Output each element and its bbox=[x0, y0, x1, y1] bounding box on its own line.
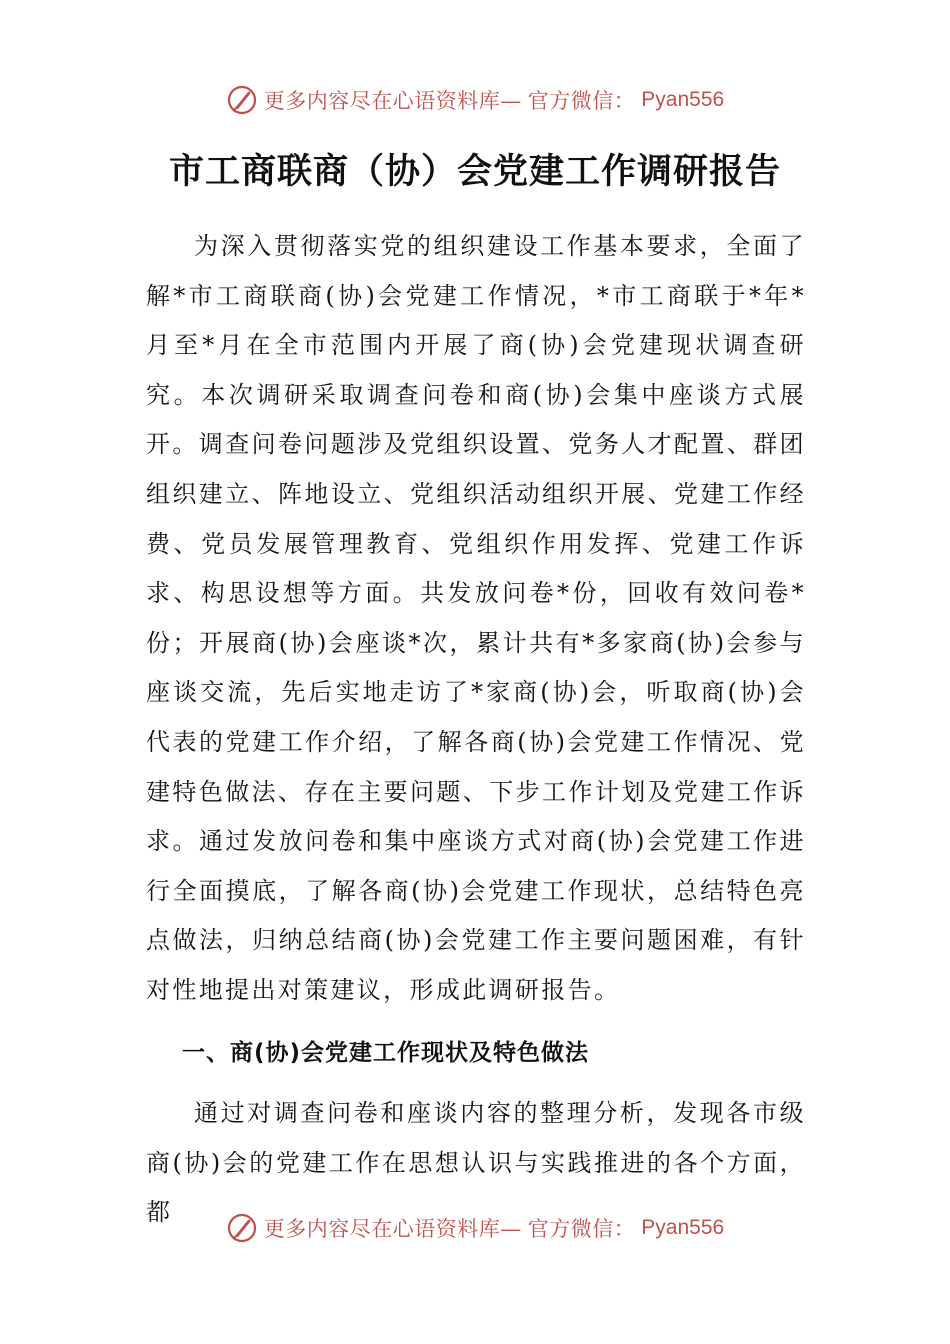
wechat-id: Pyan556 bbox=[641, 88, 725, 111]
quill-pen-icon bbox=[226, 1212, 258, 1244]
wechat-id: Pyan556 bbox=[641, 1216, 725, 1239]
wechat-label: 官方微信： bbox=[527, 1217, 636, 1241]
document-body bbox=[146, 222, 806, 1238]
promo-text: 更多内容尽在心语资料库— bbox=[263, 1217, 522, 1241]
header-watermark-banner bbox=[0, 84, 950, 116]
intro-paragraph: 为深入贯彻落实党的组织建设工作基本要求，全面了解*市工商联商(协)会党建工作情况，*市工商联于*年*月至*月在全市范围内开展了商(协)会党建现状调查研究。本次调研采取调查问卷和商(协)会集中座谈方式展开。调查问卷问题涉及党组织设置、党务人才配置、群团组织建立、阵地设立、党组织活动组织开展、党建工作经费、党员发展管理教育、党组织作用发挥、党建工作诉求、构思设想等方面。共发放问卷*份，回收有效问卷*份；开展商(协)会座谈*次，累计共有*多家商(协)会参与座谈交流，先后实地走访了*家商(协)会，听取商(协)会代表的党建工作介绍，了解各商(协)会党建工作情况、党建特色做法、存在主要问题、下步工作计划及党建工作诉求。通过发放问卷和集中座谈方式对商(协)会党建工作进行全面摸底，了解各商(协)会党建工作现状，总结特色亮点做法，归纳总结商(协)会党建工作主要问题困难，有针对性地提出对策建议，形成此调研报告。 bbox=[146, 232, 806, 1004]
quill-pen-icon bbox=[226, 84, 258, 116]
wechat-label: 官方微信： bbox=[527, 89, 636, 113]
document-title: 市工商联商（协）会党建工作调研报告 bbox=[168, 152, 781, 192]
section-paragraph: 通过对调查问卷和座谈内容的整理分析，发现各市级商(协)会的党建工作在思想认识与实践推进的各个方面，都 bbox=[146, 1099, 806, 1227]
promo-text: 更多内容尽在心语资料库— bbox=[263, 89, 522, 113]
section-heading: 一、商(协)会党建工作现状及特色做法 bbox=[182, 1039, 590, 1066]
footer-watermark-banner bbox=[0, 1212, 950, 1244]
